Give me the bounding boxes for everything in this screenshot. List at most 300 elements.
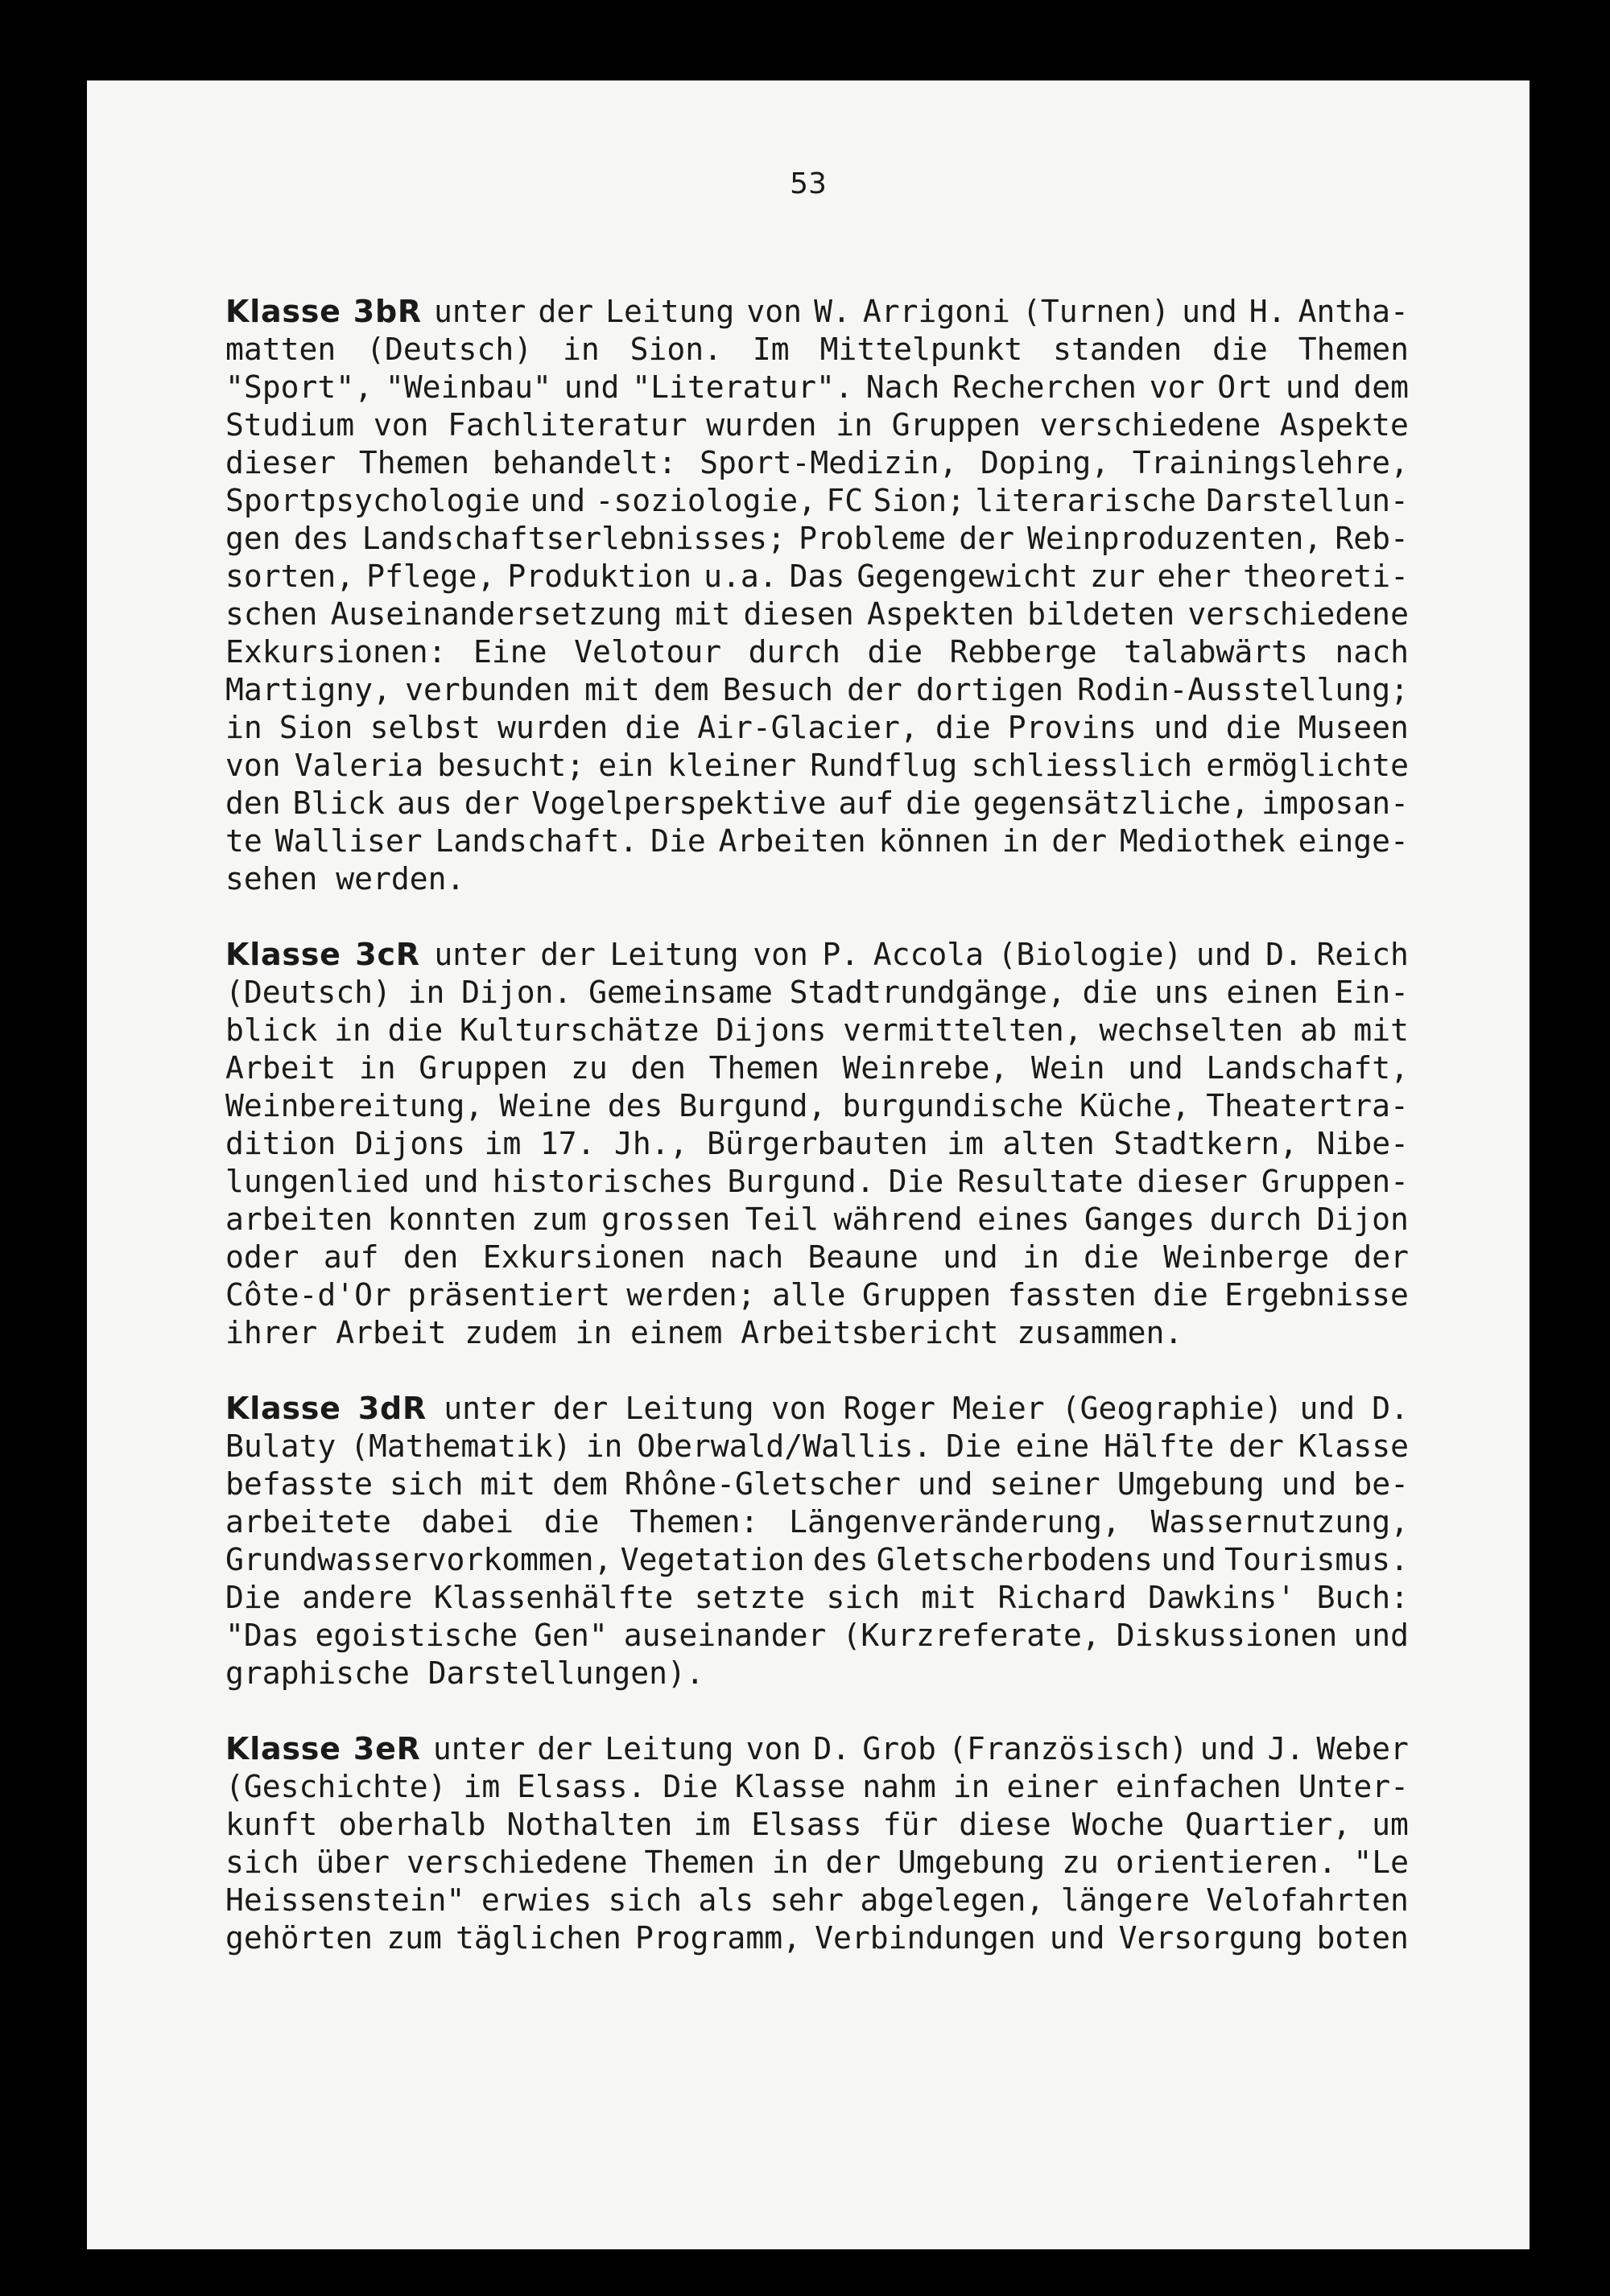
word: Probleme [799,521,947,556]
word: (Turnen) [1022,294,1170,329]
word: Wein [1030,1050,1105,1086]
word: dortigen [915,672,1063,707]
word: kunft [225,1807,318,1842]
text-line [225,1503,1409,1541]
word: Teil [745,1202,819,1237]
class-heading-word: Klasse [225,1731,341,1766]
word: und [1195,937,1252,972]
word: matten [225,332,336,367]
word: (Biologie) [997,937,1183,972]
word: Arbeit [336,1315,447,1350]
word: einer [1006,1769,1099,1804]
word: Velotour [574,634,722,670]
word: zur [1089,559,1146,594]
word: (Kurzreferate, [842,1618,1100,1653]
text-line [225,1239,1409,1276]
text-line [225,520,1409,558]
word: gehörten [225,1920,374,1956]
word: imposan- [1261,785,1409,821]
word: Kulturschätze [460,1012,700,1048]
word: Darstellungen). [427,1655,704,1691]
word: im [947,1126,984,1161]
word: verschiedene [1187,596,1409,632]
paragraph-3cR [225,936,1409,1352]
word: Elsass. [517,1769,646,1804]
word: Weinbereitung, [225,1088,484,1123]
word: des [812,1542,869,1577]
text-line [225,1428,1409,1465]
word: Dawkins' [1148,1580,1296,1615]
text-line [225,1768,1409,1806]
text-line [225,1579,1409,1617]
word: Verbindungen [815,1920,1036,1956]
word: bildeten [1027,596,1175,632]
word: dieser [225,445,336,480]
word: sehen [225,861,318,897]
word: Weinrebe, [842,1050,1009,1086]
text-line [225,1276,1409,1314]
word: Eine [473,634,547,670]
document-page [87,80,1530,2249]
word: arbeitete [225,1504,391,1540]
word: während [833,1202,963,1237]
word: einem [630,1315,723,1350]
word: Klassenhälfte [433,1580,674,1615]
word: die [1153,1277,1208,1313]
word: können [878,823,989,859]
text-line [225,1087,1409,1125]
word: Bulaty [225,1428,336,1464]
word: unter [434,937,526,972]
text-line [225,1049,1409,1087]
word: Antha- [1298,294,1409,329]
word: Auseinandersetzung [330,596,663,632]
word: Theatertra- [1206,1088,1409,1123]
word: auf [323,1239,379,1275]
word: Côte-d'Or [225,1277,391,1313]
word: oberhalb [338,1807,486,1842]
word: eher [1157,559,1232,594]
word: dem [1353,369,1409,405]
class-heading-word: Klasse [225,937,341,972]
word: (Deutsch) [225,975,391,1010]
word: in [585,1428,623,1464]
word: Aspekte [1279,407,1409,443]
word: in [407,975,445,1010]
word: den [402,1239,459,1275]
word: Rebberge [949,634,1097,670]
text-line [225,633,1409,671]
word: in [562,332,600,367]
word: Dijon [1316,1202,1409,1237]
word: literarische [975,483,1196,518]
word: Heissenstein" [225,1882,465,1918]
word: talabwärts [1124,634,1308,670]
word: u.a. [704,559,778,594]
word: Nothalten [506,1807,673,1842]
word: Vogelperspektive [531,785,827,821]
word: Die [888,1164,944,1199]
text-line [225,1314,1409,1352]
word: schen [225,596,318,632]
word: arbeiten [225,1202,374,1237]
word: Grob [862,1731,936,1766]
word: die [1082,975,1138,1010]
word: Darstellun- [1206,483,1409,518]
word: und [917,1466,973,1502]
word: Sport-Medizin, [700,445,958,480]
text-line [225,671,1409,709]
word: die [387,1012,444,1048]
word: Tourismus. [1224,1542,1409,1577]
text-line [225,1125,1409,1163]
word: die [1084,1239,1139,1275]
class-heading-word: 3dR [357,1391,427,1426]
word: Woche [1071,1807,1165,1842]
word: ab [1299,1012,1337,1048]
text-line [225,1390,1409,1428]
word: Exkursionen [482,1239,686,1275]
text-line [225,785,1409,822]
word: gegensätzliche, [972,785,1249,821]
word: durch [1209,1202,1302,1237]
word: (Mathematik) [350,1428,572,1464]
class-heading-word: Klasse [225,1391,341,1426]
word: Themen [358,445,470,480]
word: Reb- [1335,521,1409,556]
word: Die [650,823,706,859]
paragraph-3bR [225,293,1409,898]
word: längere [1060,1882,1190,1918]
word: Versorgung [1118,1920,1303,1956]
word: Themen [644,1845,755,1880]
paragraph-3dR [225,1390,1409,1692]
text-line [225,1730,1409,1768]
word: Themen [1298,332,1409,367]
word: kleiner [667,748,797,783]
word: graphische [225,1655,410,1691]
text-line [225,1163,1409,1201]
word: Themen [708,1050,819,1086]
word: Richard [997,1580,1127,1615]
word: und [530,483,586,518]
word: zusammen. [1017,1315,1183,1350]
word: selbst [369,710,481,745]
word: Umgebung [1117,1466,1265,1502]
word: in [358,1050,396,1086]
word: und [1299,1391,1356,1426]
word: mit [921,1580,977,1615]
word: mit [675,596,731,632]
word: der [552,1391,609,1426]
word: werden. [336,861,465,897]
word: Die [225,1580,281,1615]
page-number: 53 [790,167,827,200]
word: Landschaft, [1206,1050,1409,1086]
word: Rhône-Gletscher [624,1466,901,1502]
word: setzte [694,1580,805,1615]
word: und [1128,1050,1183,1086]
word: Oberwald/Wallis. [637,1428,932,1464]
text-line [225,1882,1409,1919]
word: mit [480,1466,536,1502]
word: sich [390,1466,464,1502]
word: Nach [865,369,940,405]
word: Diskussionen [1116,1618,1338,1653]
text-line [225,709,1409,747]
word: auseinander [623,1618,827,1653]
word: Leitung [625,1391,754,1426]
word: Unter- [1298,1769,1409,1804]
word: Landschaft. [435,823,638,859]
word: der [537,1731,593,1766]
word: in [575,1315,613,1350]
word: andere [302,1580,413,1615]
word: Besuch [722,672,833,707]
word: Sion; [873,483,965,518]
word: egoistische [315,1618,518,1653]
word: FC [826,483,864,518]
word: und [1154,710,1209,745]
word: von [753,937,808,972]
word: blick [225,1012,318,1048]
word: 17. [539,1126,596,1161]
word: alle [772,1277,846,1313]
word: Martigny, [225,672,391,707]
word: Reich [1316,937,1409,972]
word: Programm, [635,1920,801,1956]
word: "Literatur". [632,369,853,405]
text-line [225,860,1409,898]
word: verbunden [405,672,571,707]
word: der [538,294,594,329]
word: D. [1372,1391,1409,1426]
paragraph-3eR [225,1730,1409,1957]
word: mit [1353,1012,1409,1048]
word: und [943,1239,998,1275]
word: in [952,1769,990,1804]
word: im [693,1807,731,1842]
word: unter [434,294,526,329]
word: die [935,710,991,745]
word: unter [432,1731,526,1766]
word: Burgund. [727,1164,875,1199]
word: Gletscherbodens [876,1542,1153,1577]
word: die [543,1504,600,1540]
word: Exkursionen: [225,634,447,670]
word: alten [1002,1126,1095,1161]
word: auf [838,785,894,821]
word: werden; [626,1277,756,1313]
word: schliesslich [971,748,1193,783]
word: ein [598,748,654,783]
word: Studium [225,407,355,443]
word: Beaune [807,1239,919,1275]
word: Themen: [630,1504,759,1540]
word: Arbeit [225,1050,336,1086]
word: Gen" [534,1618,608,1653]
word: sehr [770,1882,844,1918]
word: Rundflug [810,748,958,783]
word: der [847,672,902,707]
text-line [225,1012,1409,1049]
word: Landschaftserlebnisses; [361,521,786,556]
word: Leitung [605,294,735,329]
word: Rodin-Ausstellung; [1077,672,1409,707]
word: in [836,407,873,443]
word: einfachen [1115,1769,1282,1804]
word: Arbeitsbericht [741,1315,999,1350]
word: Das [789,559,845,594]
word: Burgund, [679,1088,827,1123]
word: lungenlied [225,1164,410,1199]
text-line [225,558,1409,596]
word: "Sport", [225,369,374,405]
word: gen [225,521,281,556]
word: (Französisch) [948,1731,1188,1766]
text-line [225,406,1409,444]
word: Recherchen [952,369,1137,405]
word: ermöglichte [1206,748,1409,783]
text-line [225,293,1409,331]
word: ihrer [225,1315,318,1350]
word: zu [1062,1845,1099,1880]
word: den [630,1050,686,1086]
word: Die [946,1428,1001,1464]
word: die [906,785,961,821]
text-line [225,369,1409,406]
text-line [225,1806,1409,1844]
word: im [484,1126,522,1161]
word: J. [1267,1731,1305,1766]
word: der [959,521,1014,556]
word: Air-Glacier, [697,710,919,745]
word: wurden [497,710,609,745]
word: zum [386,1920,442,1956]
word: des [293,521,349,556]
word: Jh., [614,1126,688,1161]
word: (Geographie) [1061,1391,1283,1426]
word: Aspekten [866,596,1014,632]
text-line [225,1541,1409,1579]
word: sich [608,1882,683,1918]
word: Dijons [716,1012,827,1048]
word: und [1285,369,1341,405]
word: dem [653,672,709,707]
word: W. [814,294,851,329]
text-line [225,1655,1409,1692]
word: boten [1316,1920,1409,1956]
word: präsentiert [407,1277,610,1313]
word: Roger [843,1391,936,1426]
word: Nibe- [1316,1126,1409,1161]
word: Sion [279,710,353,745]
word: diese [959,1807,1051,1842]
word: in [771,1845,809,1880]
word: zu [570,1050,608,1086]
word: (Geschichte) [225,1769,447,1804]
word: wechselten [1099,1012,1284,1048]
word: dem [552,1466,608,1502]
word: oder [225,1239,299,1275]
word: Fachliteratur [448,407,687,443]
word: Dijon. [461,975,572,1010]
text-line [225,1465,1409,1503]
word: im [463,1769,501,1804]
word: Stadtrundgänge, [789,975,1066,1010]
word: Klasse [1298,1428,1409,1464]
word: Produktion [507,559,692,594]
word: Meier [952,1391,1045,1426]
text-line [225,822,1409,860]
word: zudem [464,1315,557,1350]
text-line [225,974,1409,1012]
word: Valeria [294,748,423,783]
word: einge- [1298,823,1409,859]
word: seiner [989,1466,1100,1502]
word: eine [1015,1428,1090,1464]
word: Längenveränderung, [789,1504,1121,1540]
word: "Weinbau" [385,369,551,405]
word: dieser [1137,1164,1248,1199]
word: vor [1149,369,1205,405]
word: erwies [481,1882,592,1918]
word: be- [1353,1466,1409,1502]
word: und [1199,1731,1256,1766]
word: und [1182,294,1237,329]
word: besucht; [437,748,585,783]
word: in [225,710,262,745]
word: Sion. [630,332,723,367]
word: Vegetation [620,1542,805,1577]
class-heading-word: 3eR [353,1731,421,1766]
word: Stadtkern, [1113,1126,1298,1161]
word: nahm [862,1769,936,1804]
word: te [225,823,262,859]
word: in [334,1012,371,1048]
word: dabei [421,1504,514,1540]
class-heading-word: 3cR [355,937,420,972]
word: der [825,1845,881,1880]
word: historisches [492,1164,714,1199]
class-heading-word: 3bR [353,294,422,329]
word: und [423,1164,479,1199]
word: Quartier, [1185,1807,1352,1842]
word: eines [977,1202,1070,1237]
word: der [1228,1428,1284,1464]
word: der [1051,823,1107,859]
word: Provins [1007,710,1137,745]
word: nach [1335,634,1409,670]
word: diesen [743,596,854,632]
word: Bürgerbauten [707,1126,928,1161]
word: Arrigoni [862,294,1010,329]
word: D. [813,1731,851,1766]
word: mit [584,672,640,707]
word: sich [826,1580,900,1615]
word: D. [1265,937,1302,972]
word: einen [1226,975,1319,1010]
word: sorten, [225,559,355,594]
word: Hälfte [1104,1428,1215,1464]
word: nach [709,1239,784,1275]
word: zum [531,1202,587,1237]
word: verschiedene [406,1845,628,1880]
word: Museen [1298,710,1409,745]
word: der [1353,1239,1409,1275]
word: Gruppen [861,1277,992,1313]
text-line [225,1201,1409,1239]
